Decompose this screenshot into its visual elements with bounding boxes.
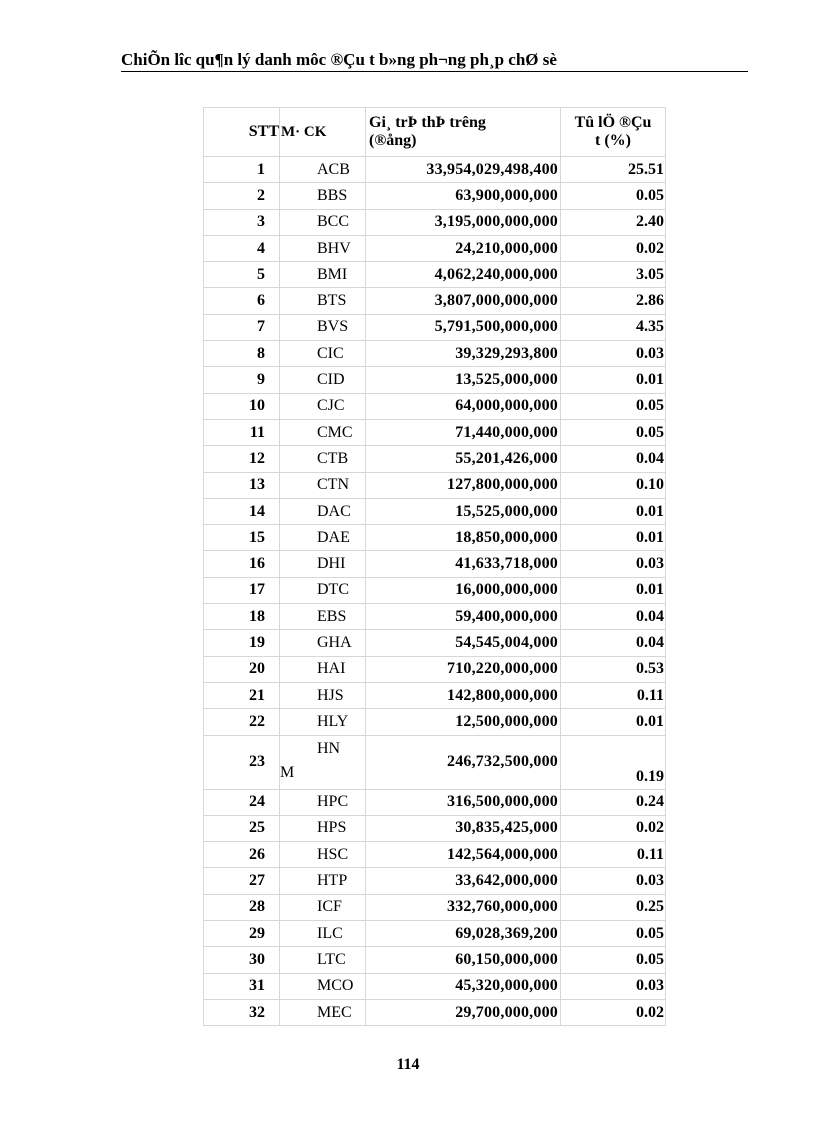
cell-market-value: 142,800,000,000 xyxy=(366,682,561,708)
cell-code: CJC xyxy=(280,393,366,419)
running-header: ChiÕn lîc qu¶n lý danh môc ®Çu t b»ng ph¬ng ph¸p chØ sè xyxy=(121,50,748,72)
cell-stt: 32 xyxy=(204,999,280,1025)
cell-code: HPS xyxy=(280,815,366,841)
cell-market-value: 3,807,000,000,000 xyxy=(366,288,561,314)
cell-market-value: 15,525,000,000 xyxy=(366,498,561,524)
cell-code: MEC xyxy=(280,999,366,1025)
cell-weight-percent: 0.10 xyxy=(561,472,666,498)
table-row xyxy=(204,341,666,367)
cell-code: BHV xyxy=(280,235,366,261)
cell-stt: 13 xyxy=(204,472,280,498)
cell-stt: 23 xyxy=(204,735,280,789)
cell-weight-percent: 0.01 xyxy=(561,367,666,393)
cell-stt: 24 xyxy=(204,789,280,815)
cell-weight-percent: 0.04 xyxy=(561,630,666,656)
cell-code-part-top: HN xyxy=(317,739,341,757)
cell-weight-percent: 0.11 xyxy=(561,842,666,868)
table-row xyxy=(204,183,666,209)
cell-code: DHI xyxy=(280,551,366,577)
table-row xyxy=(204,656,666,682)
cell-code: DAC xyxy=(280,498,366,524)
cell-stt: 11 xyxy=(204,419,280,445)
cell-market-value: 60,150,000,000 xyxy=(366,947,561,973)
cell-market-value: 316,500,000,000 xyxy=(366,789,561,815)
table-row xyxy=(204,393,666,419)
cell-code: HSC xyxy=(280,842,366,868)
page-number: 114 xyxy=(396,1056,420,1073)
cell-market-value: 12,500,000,000 xyxy=(366,709,561,735)
table-row xyxy=(204,894,666,920)
cell-weight-percent: 0.03 xyxy=(561,973,666,999)
cell-weight-percent: 0.02 xyxy=(561,235,666,261)
cell-weight-percent: 2.86 xyxy=(561,288,666,314)
stock-allocation-table xyxy=(203,107,666,1026)
cell-market-value: 16,000,000,000 xyxy=(366,577,561,603)
table-row xyxy=(204,577,666,603)
table-row xyxy=(204,209,666,235)
cell-code: BCC xyxy=(280,209,366,235)
cell-code: HPC xyxy=(280,789,366,815)
table-row xyxy=(204,842,666,868)
cell-market-value: 33,954,029,498,400 xyxy=(366,157,561,183)
cell-market-value: 39,329,293,800 xyxy=(366,341,561,367)
cell-market-value: 24,210,000,000 xyxy=(366,235,561,261)
cell-weight-percent: 0.25 xyxy=(561,894,666,920)
cell-weight-percent: 0.02 xyxy=(561,999,666,1025)
cell-stt: 27 xyxy=(204,868,280,894)
table-header-row xyxy=(204,108,666,157)
cell-weight-percent: 2.40 xyxy=(561,209,666,235)
table-row xyxy=(204,367,666,393)
cell-code: CID xyxy=(280,367,366,393)
table-row xyxy=(204,815,666,841)
column-header-market-value xyxy=(366,108,561,157)
cell-weight-percent: 0.03 xyxy=(561,551,666,577)
cell-market-value: 33,642,000,000 xyxy=(366,868,561,894)
cell-code: BMI xyxy=(280,262,366,288)
cell-stt: 25 xyxy=(204,815,280,841)
cell-stt: 3 xyxy=(204,209,280,235)
column-header-code: M· CK xyxy=(280,108,366,157)
cell-code-part-bottom: M xyxy=(280,763,295,781)
table-row xyxy=(204,789,666,815)
cell-weight-percent: 3.05 xyxy=(561,262,666,288)
table-row xyxy=(204,630,666,656)
cell-market-value: 3,195,000,000,000 xyxy=(366,209,561,235)
cell-stt: 19 xyxy=(204,630,280,656)
cell-stt: 1 xyxy=(204,157,280,183)
cell-market-value: 246,732,500,000 xyxy=(366,735,561,789)
cell-stt: 28 xyxy=(204,894,280,920)
cell-code: DAE xyxy=(280,525,366,551)
cell-weight-percent: 0.53 xyxy=(561,656,666,682)
cell-stt: 7 xyxy=(204,314,280,340)
cell-code: BTS xyxy=(280,288,366,314)
cell-weight-percent: 0.02 xyxy=(561,815,666,841)
cell-market-value: 13,525,000,000 xyxy=(366,367,561,393)
table-row xyxy=(204,235,666,261)
cell-weight-percent: 0.05 xyxy=(561,921,666,947)
cell-stt: 30 xyxy=(204,947,280,973)
cell-weight-percent: 0.05 xyxy=(561,183,666,209)
market-value-header-line1: Gi¸ trÞ thÞ trêng xyxy=(369,114,486,131)
table-row xyxy=(204,472,666,498)
cell-market-value: 5,791,500,000,000 xyxy=(366,314,561,340)
cell-weight-percent: 0.24 xyxy=(561,789,666,815)
cell-code: HLY xyxy=(280,709,366,735)
cell-market-value: 332,760,000,000 xyxy=(366,894,561,920)
table-body xyxy=(204,157,666,1026)
cell-weight-percent: 0.19 xyxy=(561,735,666,789)
cell-weight-percent: 0.01 xyxy=(561,498,666,524)
cell-code xyxy=(280,735,366,789)
cell-market-value: 71,440,000,000 xyxy=(366,419,561,445)
cell-market-value: 30,835,425,000 xyxy=(366,815,561,841)
table-row xyxy=(204,604,666,630)
table-row xyxy=(204,498,666,524)
table-row xyxy=(204,262,666,288)
cell-weight-percent: 0.04 xyxy=(561,604,666,630)
cell-market-value: 127,800,000,000 xyxy=(366,472,561,498)
cell-code: EBS xyxy=(280,604,366,630)
cell-stt: 8 xyxy=(204,341,280,367)
cell-market-value: 64,000,000,000 xyxy=(366,393,561,419)
table-row xyxy=(204,314,666,340)
cell-code: DTC xyxy=(280,577,366,603)
table-row xyxy=(204,157,666,183)
cell-weight-percent: 0.05 xyxy=(561,393,666,419)
table-row xyxy=(204,419,666,445)
cell-stt: 31 xyxy=(204,973,280,999)
cell-weight-percent: 0.03 xyxy=(561,868,666,894)
cell-market-value: 142,564,000,000 xyxy=(366,842,561,868)
column-header-weight xyxy=(561,108,666,157)
cell-stt: 12 xyxy=(204,446,280,472)
cell-stt: 14 xyxy=(204,498,280,524)
cell-code: GHA xyxy=(280,630,366,656)
table-row xyxy=(204,999,666,1025)
cell-stt: 22 xyxy=(204,709,280,735)
table-row xyxy=(204,682,666,708)
cell-stt: 21 xyxy=(204,682,280,708)
cell-weight-percent: 4.35 xyxy=(561,314,666,340)
cell-code: ICF xyxy=(280,894,366,920)
cell-market-value: 59,400,000,000 xyxy=(366,604,561,630)
cell-weight-percent: 0.01 xyxy=(561,709,666,735)
cell-code: HJS xyxy=(280,682,366,708)
cell-market-value: 69,028,369,200 xyxy=(366,921,561,947)
cell-market-value: 18,850,000,000 xyxy=(366,525,561,551)
cell-code: LTC xyxy=(280,947,366,973)
cell-stt: 26 xyxy=(204,842,280,868)
cell-code: BVS xyxy=(280,314,366,340)
cell-stt: 2 xyxy=(204,183,280,209)
table-row xyxy=(204,709,666,735)
cell-code: CTN xyxy=(280,472,366,498)
cell-market-value: 710,220,000,000 xyxy=(366,656,561,682)
cell-stt: 29 xyxy=(204,921,280,947)
market-value-header-line2: (®ång) xyxy=(369,132,417,149)
cell-market-value: 63,900,000,000 xyxy=(366,183,561,209)
cell-market-value: 4,062,240,000,000 xyxy=(366,262,561,288)
table-row xyxy=(204,446,666,472)
cell-stt: 9 xyxy=(204,367,280,393)
table-row xyxy=(204,868,666,894)
cell-code: BBS xyxy=(280,183,366,209)
cell-code: ACB xyxy=(280,157,366,183)
weight-header-line2: t (%) xyxy=(595,132,631,149)
table-row xyxy=(204,973,666,999)
cell-market-value: 54,545,004,000 xyxy=(366,630,561,656)
cell-market-value: 55,201,426,000 xyxy=(366,446,561,472)
cell-code: CMC xyxy=(280,419,366,445)
cell-market-value: 29,700,000,000 xyxy=(366,999,561,1025)
weight-header-line1: Tû lÖ ®Çu xyxy=(574,114,652,131)
cell-stt: 16 xyxy=(204,551,280,577)
cell-market-value: 45,320,000,000 xyxy=(366,973,561,999)
cell-stt: 5 xyxy=(204,262,280,288)
cell-stt: 15 xyxy=(204,525,280,551)
cell-code: MCO xyxy=(280,973,366,999)
cell-stt: 10 xyxy=(204,393,280,419)
cell-weight-percent: 0.05 xyxy=(561,947,666,973)
cell-weight-percent: 0.04 xyxy=(561,446,666,472)
table-row xyxy=(204,735,666,789)
cell-stt: 18 xyxy=(204,604,280,630)
cell-code: HAI xyxy=(280,656,366,682)
cell-stt: 20 xyxy=(204,656,280,682)
cell-weight-percent: 0.11 xyxy=(561,682,666,708)
table-row xyxy=(204,551,666,577)
cell-market-value: 41,633,718,000 xyxy=(366,551,561,577)
cell-stt: 6 xyxy=(204,288,280,314)
cell-weight-percent: 0.03 xyxy=(561,341,666,367)
table-row xyxy=(204,525,666,551)
table-row xyxy=(204,288,666,314)
cell-weight-percent: 0.01 xyxy=(561,525,666,551)
cell-weight-percent: 25.51 xyxy=(561,157,666,183)
cell-code: CIC xyxy=(280,341,366,367)
table-row xyxy=(204,921,666,947)
table-row xyxy=(204,947,666,973)
cell-stt: 4 xyxy=(204,235,280,261)
cell-code: ILC xyxy=(280,921,366,947)
cell-weight-percent: 0.05 xyxy=(561,419,666,445)
cell-code: HTP xyxy=(280,868,366,894)
cell-stt: 17 xyxy=(204,577,280,603)
cell-code: CTB xyxy=(280,446,366,472)
column-header-stt: STT xyxy=(204,108,280,157)
cell-weight-percent: 0.01 xyxy=(561,577,666,603)
